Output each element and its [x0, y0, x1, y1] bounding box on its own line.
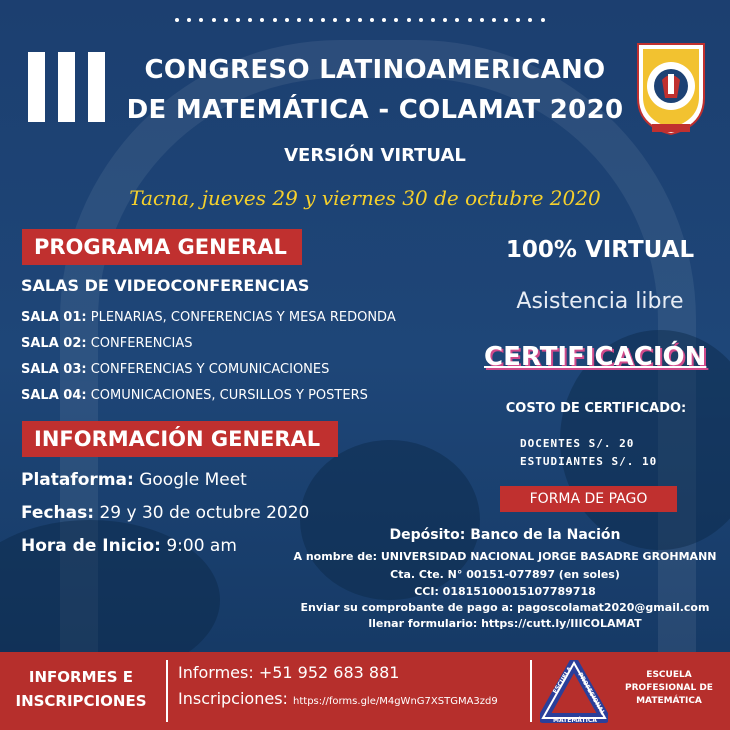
deposito-form-link[interactable]: llenar formulario: https://cutt.ly/IIICOLAMAT — [368, 617, 642, 630]
sala-desc: COMUNICACIONES, CURSILLOS Y POSTERS — [90, 388, 368, 403]
sala-label: SALA 01: — [21, 310, 87, 325]
certificacion-heading: CERTIFICACIÓN — [484, 342, 707, 372]
asistencia-text: Asistencia libre — [516, 289, 684, 314]
deposito-line: Cta. Cte. N° 00151-077897 (en soles) — [390, 568, 620, 581]
salas-heading: SALAS DE VIDEOCONFERENCIAS — [21, 276, 310, 295]
footer-divider — [166, 660, 168, 722]
info-value: 9:00 am — [166, 536, 237, 556]
sala-item — [21, 336, 193, 351]
logo-text-matematica: MATEMÁTICA — [553, 717, 597, 724]
sala-label: SALA 04: — [21, 388, 87, 403]
info-item-fechas — [21, 503, 309, 523]
forma-de-pago-button[interactable]: FORMA DE PAGO — [500, 486, 677, 512]
deposito-line: A nombre de: UNIVERSIDAD NACIONAL JORGE BASADRE GROHMANN — [293, 550, 717, 563]
costo-heading: COSTO DE CERTIFICADO: — [505, 401, 687, 416]
escuela-matematica-logo — [540, 660, 608, 724]
roman-numeral-iii — [28, 52, 105, 122]
footer-inscripciones — [178, 689, 498, 708]
info-item-hora — [21, 536, 237, 556]
footer-divider — [530, 660, 532, 722]
decorative-dots — [175, 18, 545, 26]
info-value: 29 y 30 de octubre 2020 — [99, 503, 310, 523]
info-item-plataforma — [21, 470, 247, 490]
escuela-line3: MATEMÁTICA — [636, 696, 702, 706]
programa-general-heading: PROGRAMA GENERAL — [22, 229, 302, 265]
footer-informes-heading — [0, 665, 162, 713]
virtual-badge: 100% VIRTUAL — [505, 237, 695, 263]
sala-item — [21, 362, 329, 377]
informacion-general-heading: INFORMACIÓN GENERAL — [22, 421, 338, 457]
version-subtitle: VERSIÓN VIRTUAL — [284, 145, 466, 166]
sala-desc: CONFERENCIAS — [90, 336, 193, 351]
deposito-email-line[interactable]: Enviar su comprobante de pago a: pagoscolamat2020@gmail.com — [300, 601, 710, 614]
sala-item — [21, 388, 368, 403]
footer-informes-phone[interactable]: Informes: +51 952 683 881 — [178, 663, 400, 682]
precio-docentes: DOCENTES S/. 20 — [520, 437, 635, 450]
info-label: Plataforma: — [21, 470, 134, 490]
footer-bar — [0, 652, 730, 730]
sala-label: SALA 02: — [21, 336, 87, 351]
footer-informes-line1: INFORMES E — [28, 668, 134, 686]
escuela-line1: ESCUELA — [646, 670, 692, 680]
deposito-title: Depósito: Banco de la Nación — [389, 527, 621, 543]
logo-text-profesional: PROFESIONAL — [576, 671, 607, 717]
sala-item — [21, 310, 396, 325]
congress-title-line2: DE MATEMÁTICA - COLAMAT 2020 — [126, 95, 624, 125]
precio-estudiantes: ESTUDIANTES S/. 10 — [520, 455, 658, 468]
escuela-line2: PROFESIONAL DE — [625, 683, 713, 693]
deposito-line: CCI: 01815100015107789718 — [414, 585, 596, 598]
footer-informes-line2: INSCRIPCIONES — [15, 692, 147, 710]
info-value: Google Meet — [139, 470, 247, 490]
info-label: Hora de Inicio: — [21, 536, 161, 556]
logo-text-escuela: ESCUELA — [551, 665, 574, 696]
university-seal-logo — [632, 40, 710, 136]
congress-title-line1: CONGRESO LATINOAMERICANO — [144, 55, 606, 85]
sala-desc: CONFERENCIAS Y COMUNICACIONES — [90, 362, 330, 377]
event-date: Tacna, jueves 29 y viernes 30 de octubre 2020 — [129, 186, 601, 210]
escuela-name — [613, 669, 725, 708]
inscripciones-link[interactable]: https://forms.gle/M4gWnG7XSTGMA3zd9 — [293, 696, 498, 707]
info-label: Fechas: — [21, 503, 95, 523]
sala-label: SALA 03: — [21, 362, 87, 377]
sala-desc: PLENARIAS, CONFERENCIAS Y MESA REDONDA — [90, 310, 396, 325]
inscripciones-label: Inscripciones: — [178, 689, 288, 708]
